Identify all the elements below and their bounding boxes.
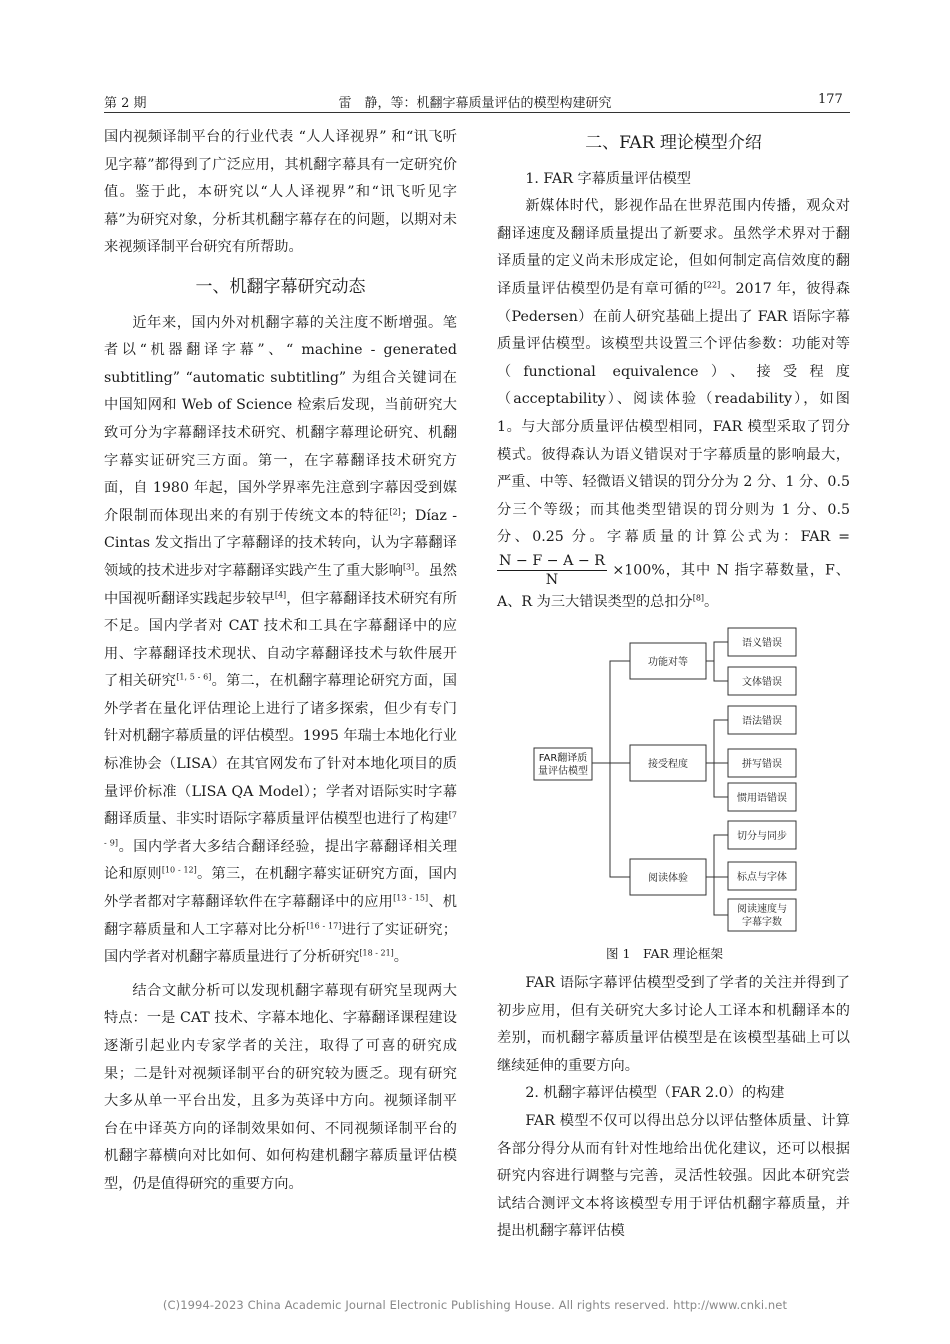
paragraph-far-application: FAR 语际字幕评估模型受到了学者的关注并得到了初步应用，但有关研究大多讨论人工译本和机翻译本的差别，而机翻字幕质量评估模型是在该模型基础上可以继续延伸的重要方向。 — [497, 975, 850, 1074]
leaf-idiom-error: 惯用语错误 — [737, 793, 787, 804]
header-rule — [104, 112, 850, 113]
citation: [7 - 9] — [104, 810, 457, 848]
citation: [8] — [692, 593, 705, 603]
intro-continuation: 国内视频译制平台的行业代表 “人人译视界” 和“讯飞听见字幕”都得到了广泛应用，其机翻字幕具有一定研究价值。鉴于此，本研究以“人人译视界”和“讯飞听见字幕”为研究对象，分析其机翻字幕存在的问题，以期对未来视频译制平台研究有所帮助。 — [104, 129, 457, 256]
right-column — [497, 124, 850, 617]
right-column-lower — [497, 970, 850, 1246]
section-heading-2: 二、FAR 理论模型介绍 — [585, 133, 762, 153]
paragraph-far2-construction: FAR 模型不仅可以得出总分以评估整体质量、计算各部分得分从而有针对性地给出优化建议，还可以根据研究内容进行调整与完善，灵活性较强。因此本研究尝试结合测评文本将该模型专用于评估机翻字幕质量，并提出机翻字幕评估模 — [497, 1112, 850, 1240]
subheading-far2: 2. 机翻字幕评估模型（FAR 2.0）的构建 — [525, 1085, 785, 1102]
citation: [1, 5 - 6] — [176, 672, 212, 682]
paragraph-findings: 结合文献分析可以发现机翻字幕现有研究呈现两大特点：一是 CAT 技术、字幕本地化、字幕翻译课程建设逐渐引起业内专家学者的关注，取得了可喜的研究成果；二是针对视频译制平台的研究较为匮乏。现有研究大多从单一平台出发，且多为英译中方向。视频译制平台在中译英方向的译制效果如何、不同视频译制平台的机翻字幕横向对比如何、如何构建机翻字幕质量评估模型，仍是值得研究的重要方向。 — [104, 982, 457, 1192]
paragraph-far-intro: 新媒体时代，影视作品在世界范围内传播，观众对翻译速度及翻译质量提出了新要求。虽然学术界对于翻译质量的定义尚未形成定论，但如何制定高信效度的翻译质量评估模型仍是有章可循的[22]。2017 年，彼得森（Pedersen）在前人研究基础上提出了 FAR 语际字幕质量评估模型。该模型共设置三个评估参数：功能对等（functional equivalence）、接受程度（acceptability）、阅读体验（readability），如图 1。与大部分质量评估模型相同，FAR 模型采取了罚分模式。彼得森认为语义错误对于字幕质量的影响最大，严重、中等、轻微语义错误的罚分分为 2 分、1 分、0.5 分三个等级；而其他类型错误的罚分则为 1 分、0.5 分、0.25 分。字幕质量的计算公式为：FAR = $\frac{N - F - A - R}{N}$ ×100%，其中 N 指字幕数量，F、A、R 为三大错误类型的总扣分[8]。 — [497, 198, 850, 610]
branch-functional-label: 功能对等 — [648, 657, 688, 668]
formula-numerator: N − F − A − R — [499, 552, 605, 569]
copyright-footer: (C)1994-2023 China Academic Journal Electronic Publishing House. All rights reserved. http://www.cnki.net — [162, 1298, 788, 1312]
branch-acceptability-label: 接受程度 — [648, 759, 688, 770]
far-framework-figure — [532, 621, 810, 936]
branch-readability-label: 阅读体验 — [648, 873, 688, 884]
root-label: 量评估模型 — [538, 766, 588, 777]
root-label: FAR翻译质 — [538, 753, 588, 764]
issue-label: 第 2 期 — [104, 96, 147, 111]
leaf-reading-speed: 字幕字数 — [742, 917, 782, 928]
leaf-style-error: 文体错误 — [742, 677, 782, 688]
leaf-semantic-error: 语义错误 — [742, 638, 782, 649]
formula-denominator: N — [545, 571, 559, 588]
figure-caption: 图 1 FAR 理论框架 — [606, 946, 723, 961]
page-number: 177 — [818, 92, 843, 107]
left-column — [104, 124, 457, 1199]
leaf-spelling-error: 拼写错误 — [742, 759, 782, 770]
paragraph-research-trends: 近年来，国内外对机翻字幕的关注度不断增强。笔者以“机器翻译字幕”、“ machine - generated subtitling” “automatic subtitling” 为组合关键词在中国知网和 Web of Science 检索后发现，当前研究大致可分为字幕翻译技术研究、机翻字幕理论研究、机翻字幕实证研究三方面。第一，在字幕翻译技术研究方面，自 1980 年起，国外学界率先注意到字幕因受到媒介限制而体现出来的有别于传统文本的特征[2]；Díaz - Cintas 发文指出了字幕翻译的技术转向，认为字幕翻译领域的技术进步对字幕翻译实践产生了重大影响[3]。虽然中国视听翻译实践起步较早[4]，但字幕翻译技术研究有所不足。国内学者对 CAT 技术和工具在字幕翻译中的应用、字幕翻译技术现状、自动字幕翻译技术与软件展开了相关研究[1, 5 - 6]。第二，在机翻字幕理论研究方面，国外学者在量化评估理论上进行了诸多探索，但少有专门针对机翻字幕质量的评估模型。1995 年瑞士本地化行业标准协会（LISA）在其官网发布了针对本地化项目的质量评价标准（LISA QA Model）；学者对语际实时字幕翻译质量、非实时语际字幕质量评估模型也进行了构建[7 - 9]。国内学者大多结合翻译经验，提出字幕翻译相关理论和原则[10 - 12]。第三，在机翻字幕实证研究方面，国内外学者都对字幕翻译软件在字幕翻译中的应用[13 - 15]、机翻字幕质量和人工字幕对比分析[16 - 17]进行了实证研究；国内学者对机翻字幕质量进行了分析研究[18 - 21]。 — [104, 314, 457, 966]
subheading-far-model: 1. FAR 字幕质量评估模型 — [525, 170, 691, 187]
citation: [4] — [274, 589, 287, 599]
leaf-reading-speed: 阅读速度与 — [737, 904, 787, 915]
section-heading-1: 一、机翻字幕研究动态 — [195, 276, 366, 297]
far-formula — [497, 552, 607, 589]
citation: [16 - 17] — [306, 920, 342, 930]
citation: [2] — [389, 506, 401, 516]
leaf-segmentation-sync: 切分与同步 — [737, 831, 787, 842]
leaf-grammar-error: 语法错误 — [742, 716, 782, 727]
leaf-punctuation-font: 标点与字体 — [737, 872, 787, 883]
citation: [10 - 12] — [161, 865, 197, 875]
citation: [13 - 15] — [393, 893, 429, 903]
citation: [3] — [402, 562, 415, 572]
running-title: 雷 静，等：机翻字幕质量评估的模型构建研究 — [338, 96, 612, 111]
citation: [18 - 21] — [359, 948, 394, 958]
citation: [22] — [703, 280, 721, 290]
